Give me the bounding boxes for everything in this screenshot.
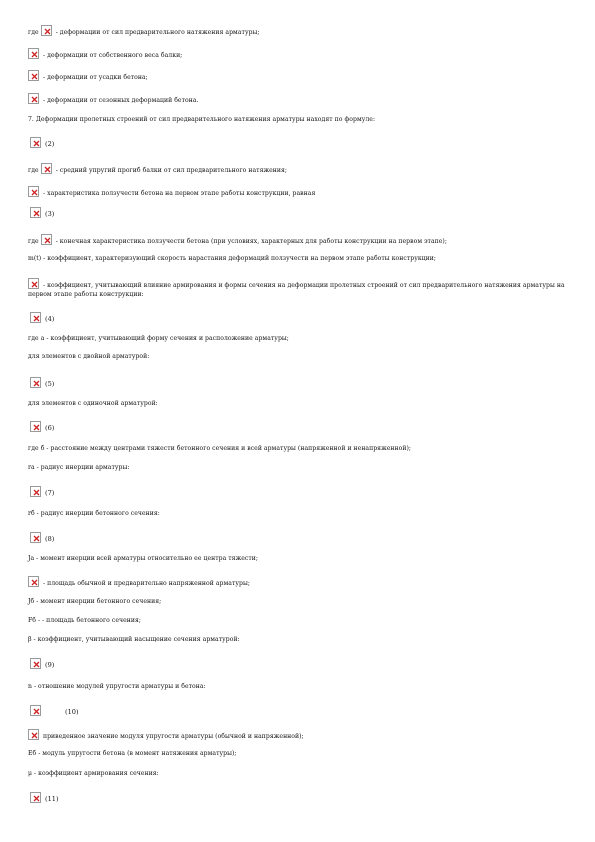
formula-7 (30, 486, 54, 497)
text-line (28, 48, 571, 61)
text-line (28, 353, 571, 362)
line-prefix: где (28, 238, 39, 245)
line-prefix: где (28, 29, 39, 36)
line-text: - площадь обычной и предварительно напряженной арматуры; (41, 580, 250, 587)
line-text: - средний упругий прогиб балки от сил предварительного натяжения; (53, 167, 288, 174)
text-line (28, 555, 571, 564)
line-text: rб - радиус инерции бетонного сечения: (28, 510, 160, 517)
broken-image-icon (30, 486, 41, 497)
formula-number: (6) (45, 424, 55, 432)
formula-number: (7) (45, 489, 55, 497)
broken-image-icon (28, 93, 39, 104)
text-line (28, 750, 571, 759)
text-line (28, 598, 571, 607)
broken-image-icon (41, 25, 52, 36)
text-line (28, 335, 571, 344)
broken-image-icon (30, 705, 41, 716)
broken-image-icon (30, 377, 41, 388)
formula-4 (30, 312, 54, 323)
text-line (28, 445, 571, 454)
text-line (28, 116, 571, 125)
broken-image-icon (30, 792, 41, 803)
text-line (28, 278, 571, 299)
formula-8 (30, 532, 54, 543)
line-text: Jб - момент инерции бетонного сечения; (28, 598, 162, 605)
text-line (28, 729, 571, 742)
broken-image-icon (30, 658, 41, 669)
formula-number: (10) (65, 708, 79, 716)
text-line (28, 683, 571, 692)
formula-6 (30, 421, 54, 432)
formula-2 (30, 137, 54, 148)
formula-number: (2) (45, 140, 55, 148)
broken-image-icon (28, 729, 39, 740)
formula-number: (11) (45, 795, 59, 803)
broken-image-icon (30, 137, 41, 148)
formula-5 (30, 377, 54, 388)
formula-number: (5) (45, 380, 55, 388)
broken-image-icon (30, 421, 41, 432)
formula-9 (30, 658, 54, 669)
line-text: - характеристика ползучести бетона на первом этапе работы конструкции, равная (41, 190, 316, 197)
broken-image-icon (28, 186, 39, 197)
broken-image-icon (28, 48, 39, 59)
text-line (28, 510, 571, 519)
line-text: - коэффициент, учитывающий влияние армирования и формы сечения на деформации пролетных строений от сил предварительного натяжения арматуры на первом этапе работы конструкции: (28, 282, 565, 298)
text-line (28, 25, 571, 38)
line-text: для элементов с одиночной арматурой: (28, 400, 158, 407)
line-text: для элементов с двойной арматурой: (28, 353, 150, 360)
text-line (28, 400, 571, 409)
line-text: - деформации от усадки бетона; (41, 74, 148, 81)
text-line (28, 636, 571, 645)
text-line (28, 464, 571, 473)
line-text: Jа - момент инерции всей арматуры относительно ее центра тяжести; (28, 555, 258, 562)
line-text: 7. Деформации пролетных строений от сил предварительного натяжения арматуры находят по формуле: (28, 116, 376, 123)
line-text: - конечная характеристика ползучести бетона (при условиях, характерных для работы конструкции на первом этапе); (53, 238, 447, 245)
text-line (28, 70, 571, 83)
line-text: - деформации от сезонных деформаций бетона. (41, 97, 199, 104)
line-text: - деформации от собственного веса балки; (41, 52, 183, 59)
broken-image-icon (30, 207, 41, 218)
broken-image-icon (30, 532, 41, 543)
broken-image-icon (28, 576, 39, 587)
text-line (28, 234, 571, 247)
line-text: Fб - - площадь бетонного сечения; (28, 617, 141, 624)
formula-3 (30, 207, 54, 218)
text-line (28, 163, 571, 176)
broken-image-icon (28, 70, 39, 81)
line-text: μ - коэффициент армирования сечения: (28, 770, 159, 777)
text-line (28, 255, 571, 264)
formula-number: (4) (45, 315, 55, 323)
formula-number: (8) (45, 535, 55, 543)
line-text: приведенное значение модуля упругости арматуры (обычной и напряженной); (41, 733, 304, 740)
text-line (28, 617, 571, 626)
formula-number: (9) (45, 661, 55, 669)
broken-image-icon (41, 163, 52, 174)
broken-image-icon (28, 278, 39, 289)
broken-image-icon (41, 234, 52, 245)
text-line (28, 186, 571, 199)
line-text: m(t) - коэффициент, характеризующий скорость нарастания деформаций ползучести на первом этапе работы конструкции; (28, 255, 437, 262)
formula-11 (30, 792, 59, 803)
text-line (28, 576, 571, 589)
line-text: - деформации от сил предварительного натяжения арматуры; (53, 29, 260, 36)
line-text: где б - расстояние между центрами тяжести бетонного сечения и всей арматуры (напряженной и ненапряженной); (28, 445, 411, 452)
line-prefix: где (28, 167, 39, 174)
line-text: rа - радиус инерции арматуры: (28, 464, 130, 471)
broken-image-icon (30, 312, 41, 323)
text-line (28, 93, 571, 106)
formula-10 (30, 705, 79, 716)
formula-number: (3) (45, 210, 55, 218)
line-text: где a - коэффициент, учитывающий форму сечения и расположение арматуры; (28, 335, 289, 342)
text-line (28, 770, 571, 779)
line-text: β - коэффициент, учитывающий насыщение сечения арматурой: (28, 636, 240, 643)
line-text: Eб - модуль упругости бетона (в момент натяжения арматуры); (28, 750, 237, 757)
line-text: n - отношение модулей упругости арматуры и бетона: (28, 683, 206, 690)
